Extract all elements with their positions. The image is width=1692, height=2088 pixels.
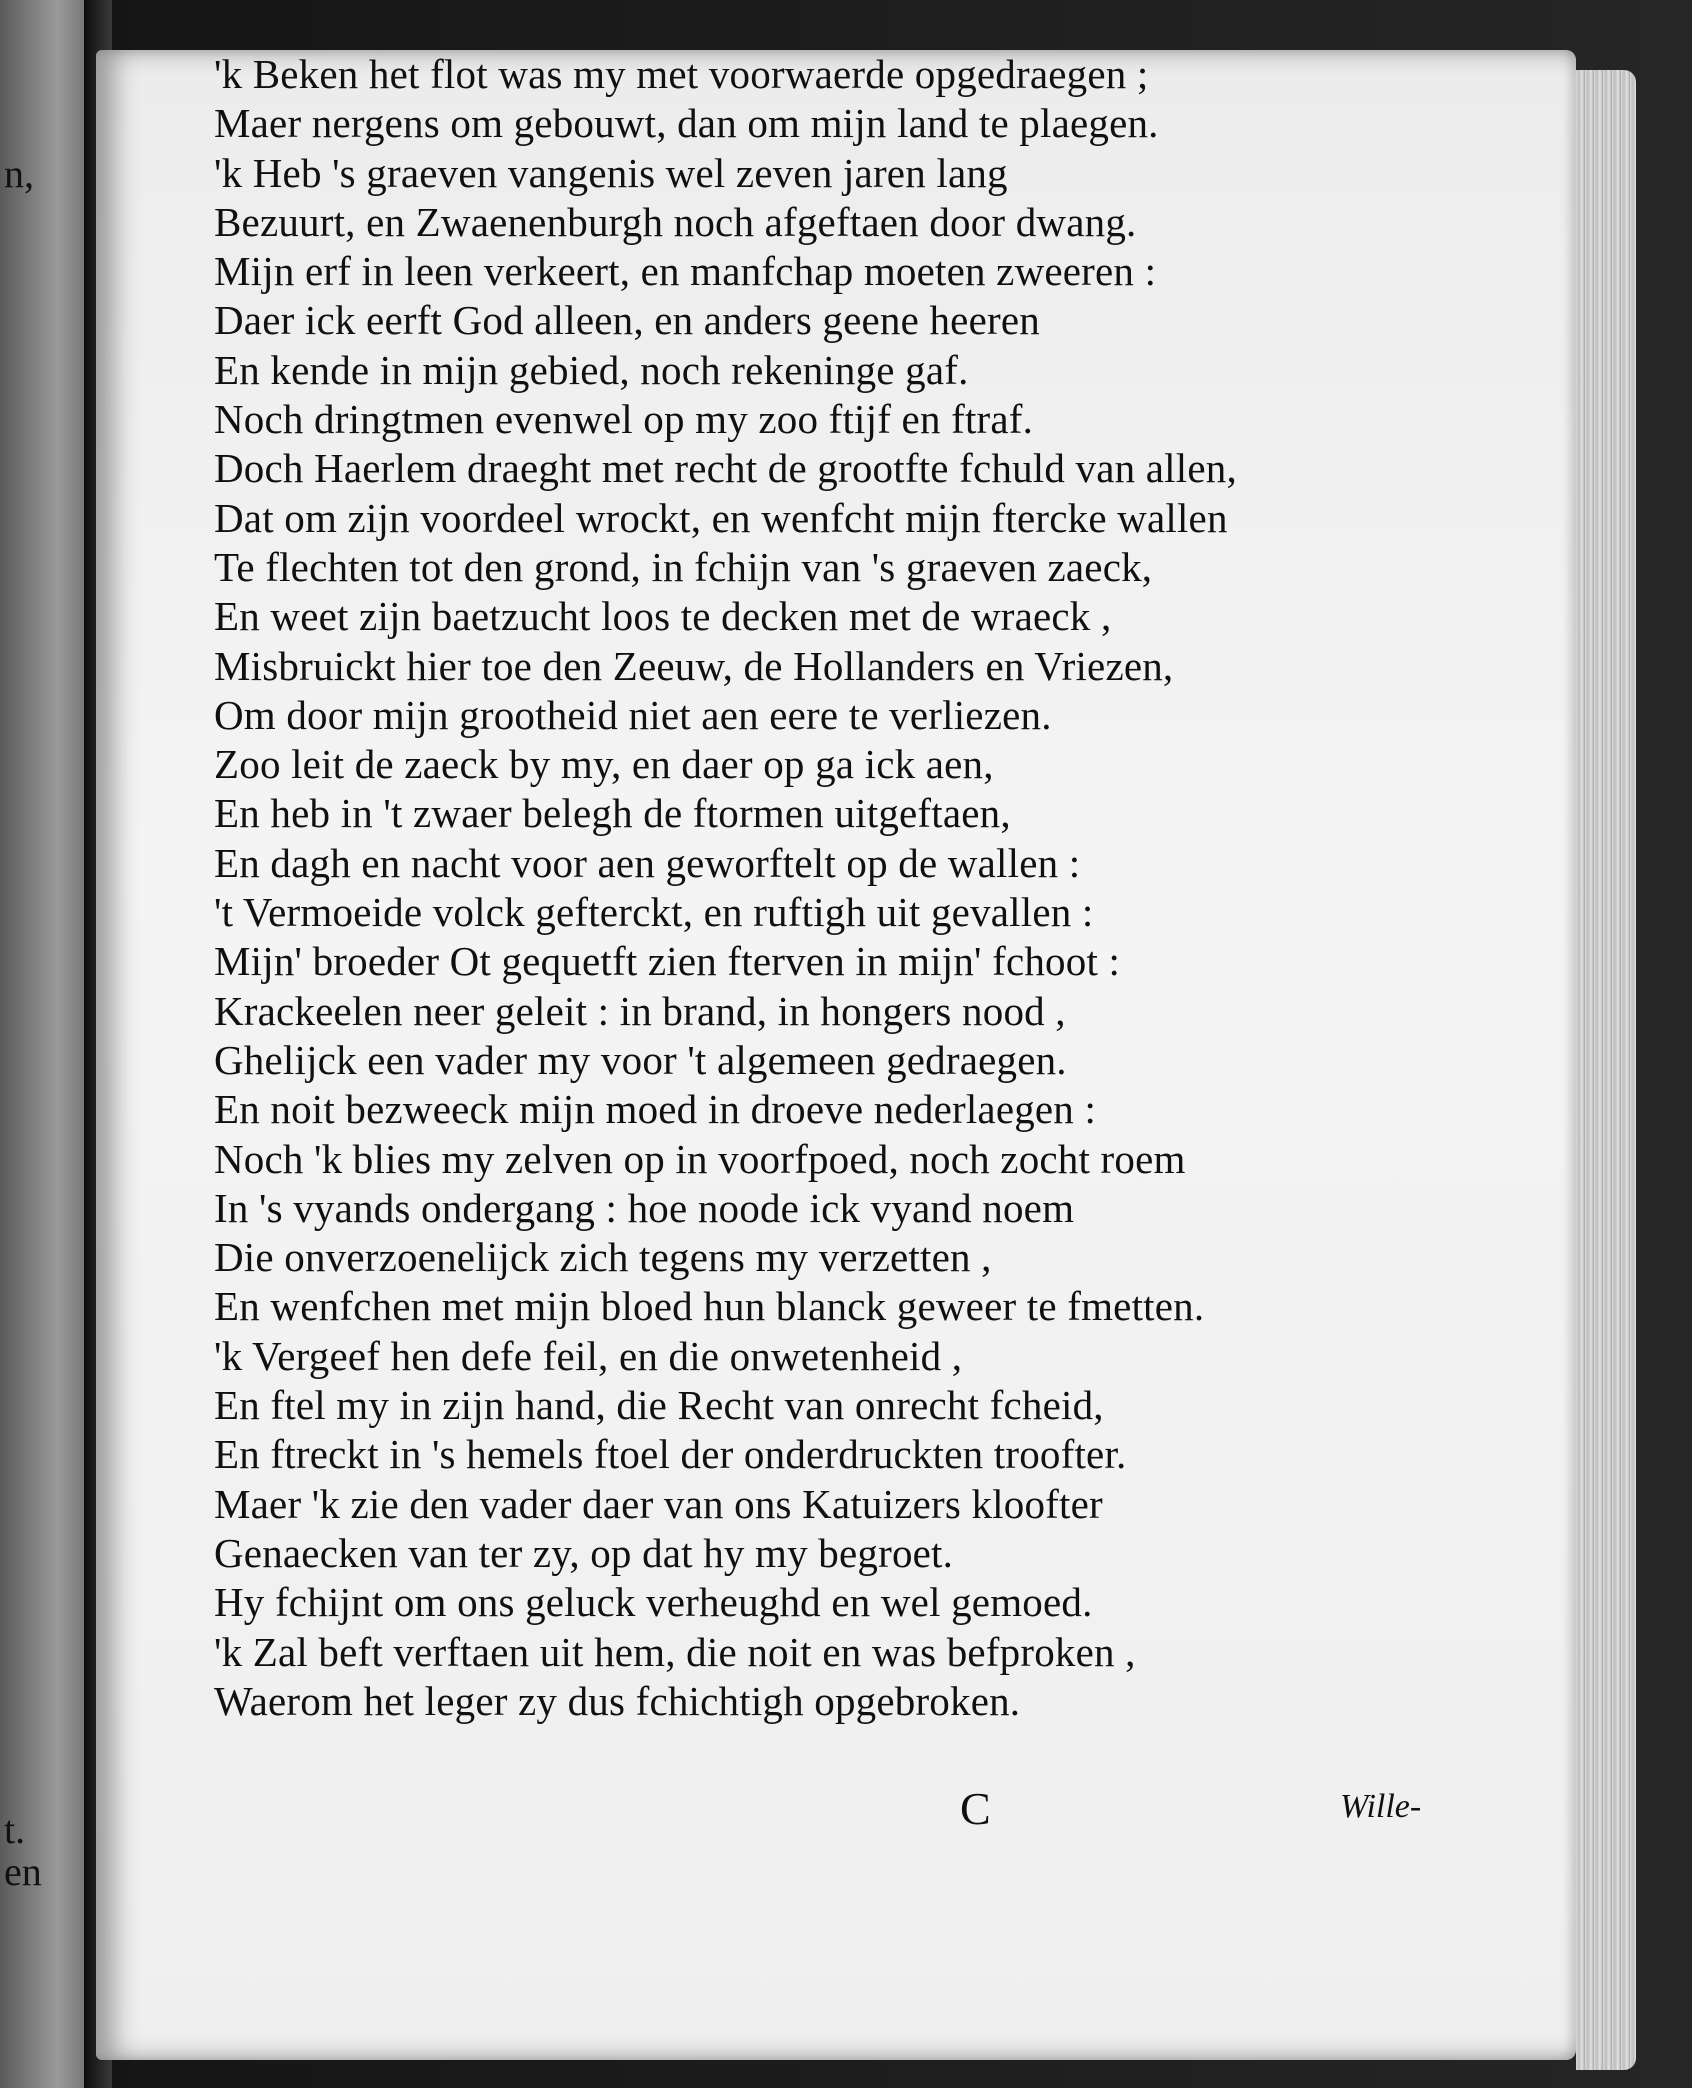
poem-line: 'k Beken het flot was my met voorwaerde opgedraegen ; [214,51,1149,97]
poem-line: In 's vyands ondergang : hoe noode ick vyand noem [214,1184,1075,1231]
poem-line: En dagh en nacht voor aen geworftelt op de wallen : [214,839,1081,886]
poem-line: Bezuurt, en Zwaenenburgh noch afgeftaen door dwang. [214,198,1137,245]
left-page-fragment: t. [4,1807,26,1852]
poem-line: Maer 'k zie den vader daer van ons Katuizers kloofter [214,1480,1103,1527]
signature-mark: C [960,1783,991,1834]
left-page-fragment: n, [4,151,34,196]
poem-line: Maer nergens om gebouwt, dan om mijn land te plaegen. [214,100,1159,147]
poem-line: Misbruickt hier toe den Zeeuw, de Hollanders en Vriezen, [214,642,1174,689]
poem-line: Waerom het leger zy dus fchichtigh opgebroken. [214,1677,1021,1724]
poem-line: En noit bezweeck mijn moed in droeve nederlaegen : [214,1086,1097,1133]
poem-line: En weet zijn baetzucht loos te decken met de wraeck , [214,593,1112,640]
poem-line: 'k Zal beft verftaen uit hem, die noit en was befproken , [214,1628,1136,1675]
poem-line: Mijn erf in leen verkeert, en manfchap moeten zweeren : [214,248,1157,295]
poem-line: Genaecken van ter zy, op dat hy my begroet. [214,1529,954,1576]
poem-line: Noch 'k blies my zelven op in voorfpoed, noch zocht roem [214,1135,1186,1182]
poem-line: Daer ick eerft God alleen, en anders geene heeren [214,297,1040,344]
poem-line: Zoo leit de zaeck by my, en daer op ga ick aen, [214,741,994,788]
poem-line: Mijn' broeder Ot gequetft zien fterven in mijn' fchoot : [214,938,1121,985]
poem-line: 'k Vergeef hen defe feil, en die onwetenheid , [214,1332,963,1379]
poem-line: Om door mijn grootheid niet aen eere te verliezen. [214,691,1052,738]
poem-line: Hy fchijnt om ons geluck verheughd en wel gemoed. [214,1579,1093,1626]
poem-line: Dat om zijn voordeel wrockt, en wenfcht mijn ftercke wallen [214,494,1228,541]
poem-line: En heb in 't zwaer belegh de ftormen uitgeftaen, [214,790,1011,837]
poem-line: 'k Heb 's graeven vangenis wel zeven jaren lang [214,149,1008,196]
poem-line: Te flechten tot den grond, in fchijn van 's graeven zaeck, [214,543,1153,590]
poem-line: Die onverzoenelijck zich tegens my verzetten , [214,1234,992,1281]
page-edges [1576,70,1636,2070]
poem-line: Ghelijck een vader my voor 't algemeen gedraegen. [214,1036,1067,1083]
left-page-edge [0,0,96,2088]
poem-line: En kende in mijn gebied, noch rekeninge gaf. [214,346,969,393]
catchword: Wille- [1340,1788,1422,1825]
poem-line: Noch dringtmen evenwel op my zoo ftijf en ftraf. [214,396,1034,443]
poem-line: En wenfchen met mijn bloed hun blanck geweer te fmetten. [214,1283,1205,1330]
poem-line: Krackeelen neer geleit : in brand, in hongers nood , [214,987,1066,1034]
poem-line: En ftel my in zijn hand, die Recht van onrecht fcheid, [214,1382,1104,1429]
poem-text [214,50,1414,1726]
left-page-fragment: en [4,1849,42,1894]
poem-line: Doch Haerlem draeght met recht de grootfte fchuld van allen, [214,445,1237,492]
poem-line: 't Vermoeide volck gefterckt, en ruftigh uit gevallen : [214,889,1094,936]
poem-line: En ftreckt in 's hemels ftoel der onderdruckten troofter. [214,1431,1127,1478]
